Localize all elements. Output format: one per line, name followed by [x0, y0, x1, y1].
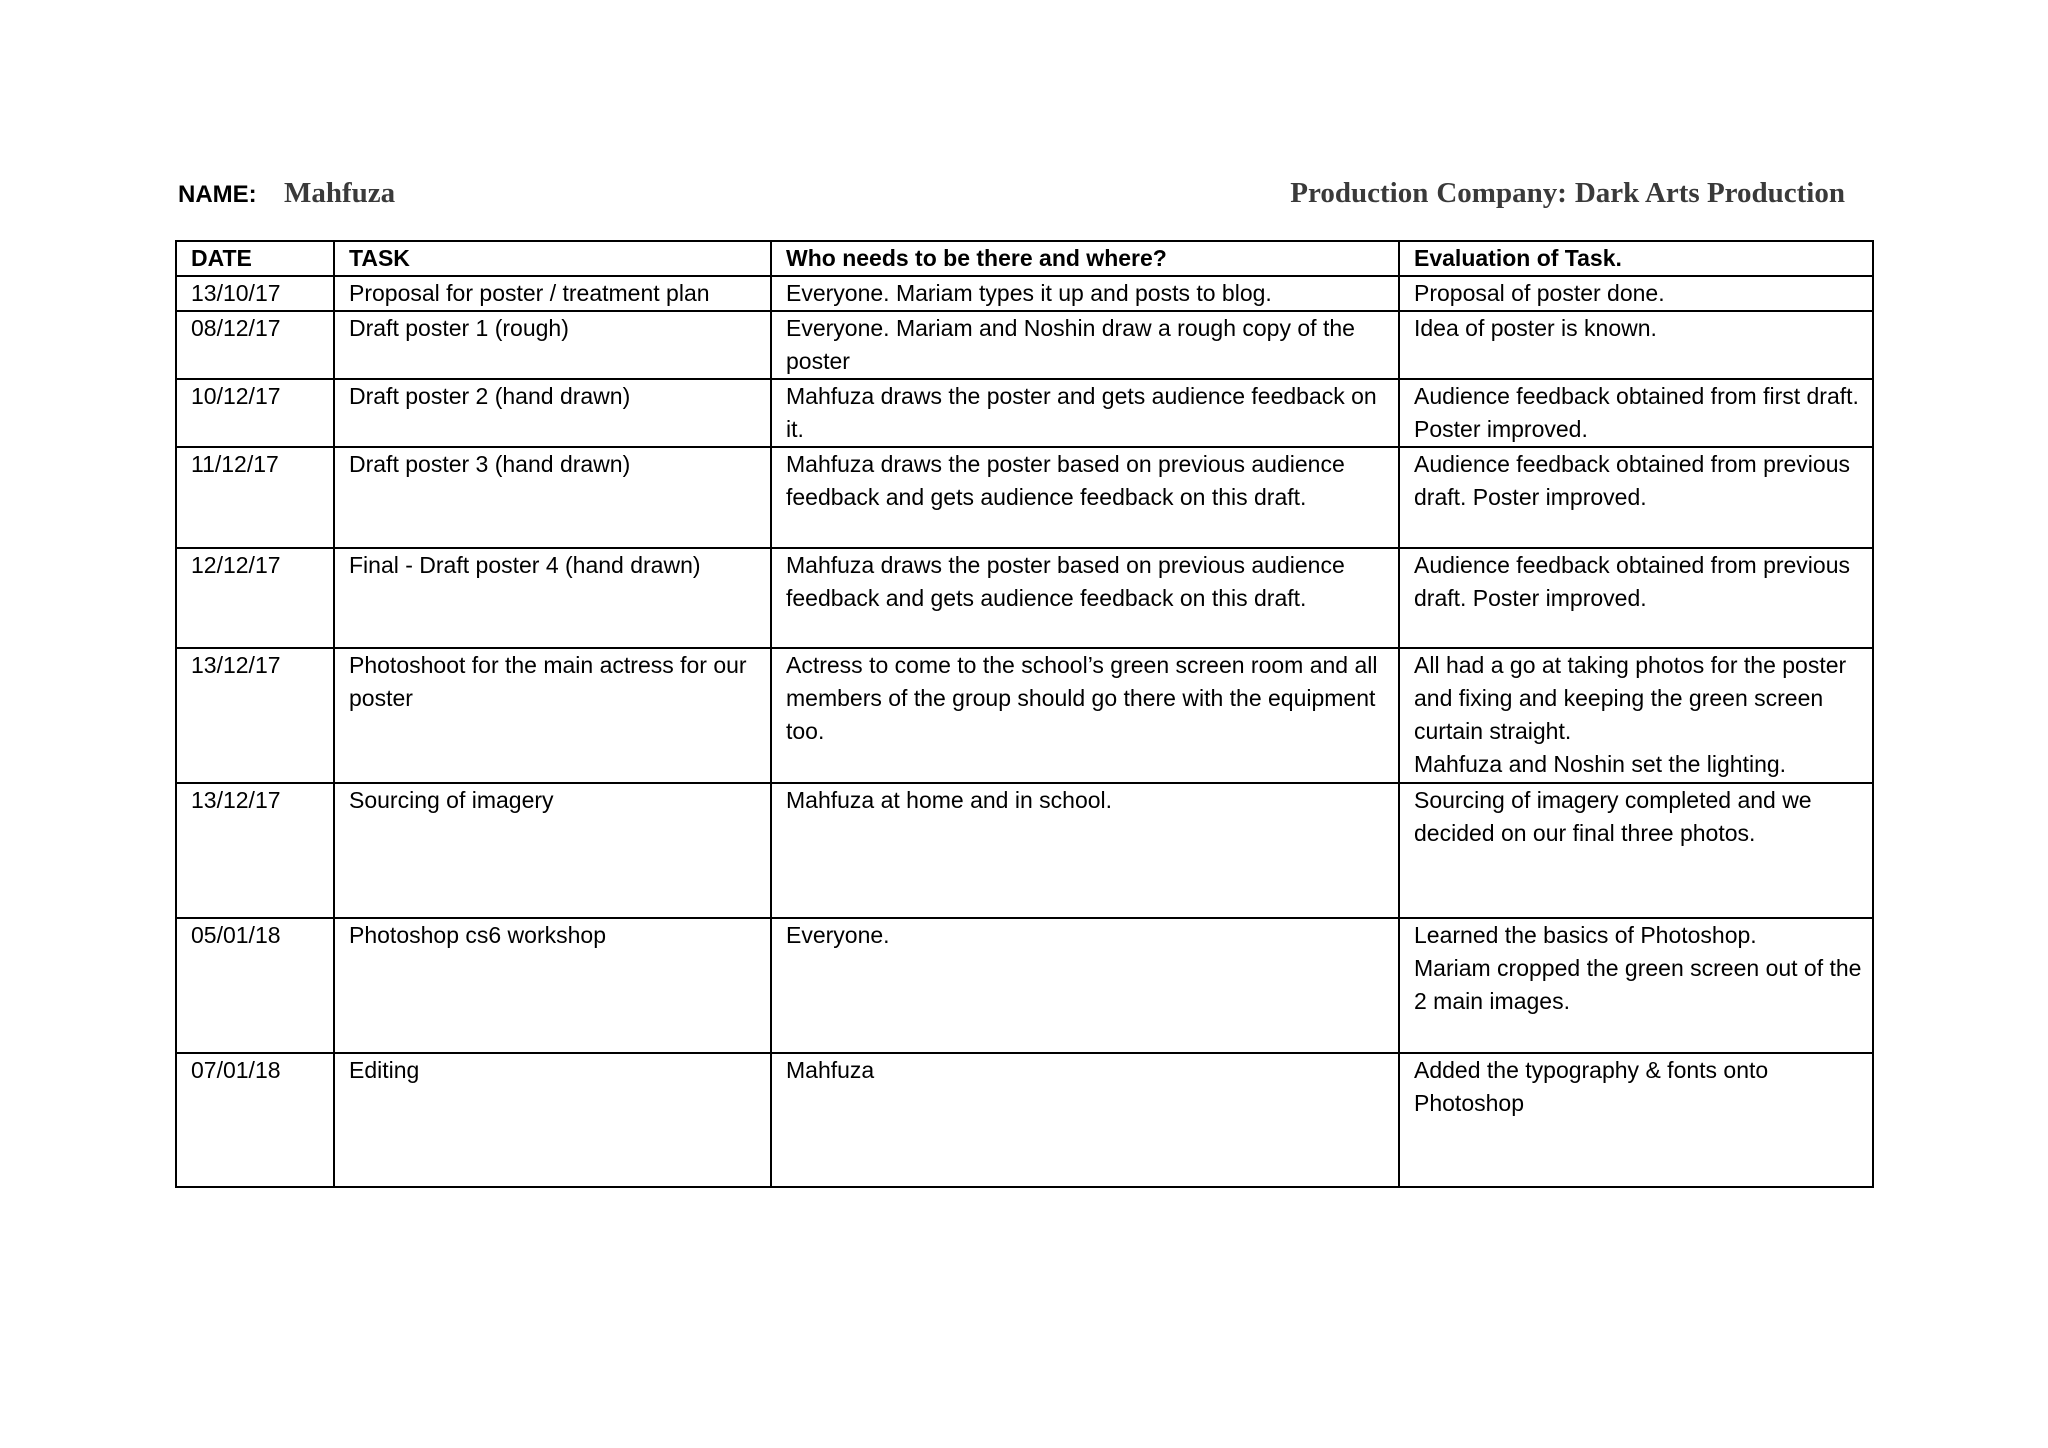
- column-header-evaluation: Evaluation of Task.: [1399, 241, 1873, 276]
- who-cell: Mahfuza draws the poster based on previous audience feedback and gets audience feedback on this draft.: [771, 447, 1399, 548]
- evaluation-cell: [1399, 783, 1873, 918]
- task-cell: Draft poster 2 (hand drawn): [334, 379, 771, 447]
- table-row: [176, 918, 1873, 1053]
- who-cell: Everyone.: [771, 918, 1399, 1053]
- evaluation-line: Added the typography & fonts onto Photoshop: [1414, 1057, 1769, 1116]
- evaluation-cell: [1399, 379, 1873, 447]
- who-cell: Mahfuza draws the poster and gets audience feedback on it.: [771, 379, 1399, 447]
- name-label: NAME:: [178, 181, 257, 208]
- task-cell: Draft poster 1 (rough): [334, 311, 771, 379]
- column-header-task: TASK: [334, 241, 771, 276]
- company-label-company: Company:: [1436, 177, 1567, 209]
- date-cell: 07/01/18: [176, 1053, 334, 1187]
- evaluation-cell: [1399, 918, 1873, 1053]
- evaluation-line: Mahfuza and Noshin set the lighting.: [1414, 751, 1787, 777]
- task-cell: Proposal for poster / treatment plan: [334, 276, 771, 311]
- task-cell: Editing: [334, 1053, 771, 1187]
- who-cell: Mahfuza: [771, 1053, 1399, 1187]
- evaluation-cell: [1399, 548, 1873, 648]
- task-cell: Photoshop cs6 workshop: [334, 918, 771, 1053]
- table-row: [176, 276, 1873, 311]
- evaluation-cell: [1399, 311, 1873, 379]
- date-cell: 12/12/17: [176, 548, 334, 648]
- date-cell: 13/12/17: [176, 648, 334, 783]
- evaluation-line: Proposal of poster done.: [1414, 280, 1665, 306]
- production-company: [1290, 176, 1845, 210]
- date-cell: 08/12/17: [176, 311, 334, 379]
- date-cell: 13/12/17: [176, 783, 334, 918]
- evaluation-line: Audience feedback obtained from previous draft. Poster improved.: [1414, 552, 1851, 611]
- date-cell: 11/12/17: [176, 447, 334, 548]
- column-header-date: DATE: [176, 241, 334, 276]
- company-label-production: Production: [1290, 177, 1429, 209]
- company-value: Dark Arts Production: [1574, 177, 1845, 209]
- who-cell: Actress to come to the school’s green screen room and all members of the group should go there with the equipment too.: [771, 648, 1399, 783]
- evaluation-line: Audience feedback obtained from previous draft. Poster improved.: [1414, 451, 1851, 510]
- column-header-who: Who needs to be there and where?: [771, 241, 1399, 276]
- table-row: [176, 1053, 1873, 1187]
- task-cell: Sourcing of imagery: [334, 783, 771, 918]
- date-cell: 13/10/17: [176, 276, 334, 311]
- who-cell: Mahfuza draws the poster based on previous audience feedback and gets audience feedback on this draft.: [771, 548, 1399, 648]
- date-cell: 10/12/17: [176, 379, 334, 447]
- table-row: [176, 379, 1873, 447]
- evaluation-line: Mariam cropped the green screen out of the 2 main images.: [1414, 955, 1862, 1014]
- evaluation-line: Idea of poster is known.: [1414, 315, 1657, 341]
- evaluation-line: Learned the basics of Photoshop.: [1414, 922, 1757, 948]
- evaluation-line: All had a go at taking photos for the poster and fixing and keeping the green screen curtain straight.: [1414, 652, 1847, 744]
- date-cell: 05/01/18: [176, 918, 334, 1053]
- evaluation-cell: [1399, 447, 1873, 548]
- evaluation-cell: [1399, 1053, 1873, 1187]
- table-row: [176, 311, 1873, 379]
- task-cell: Photoshoot for the main actress for our poster: [334, 648, 771, 783]
- name-value: Mahfuza: [284, 177, 396, 209]
- who-cell: Everyone. Mariam and Noshin draw a rough copy of the poster: [771, 311, 1399, 379]
- evaluation-line: Sourcing of imagery completed and we decided on our final three photos.: [1414, 787, 1812, 846]
- evaluation-line: Audience feedback obtained from first draft. Poster improved.: [1414, 383, 1859, 442]
- evaluation-cell: [1399, 648, 1873, 783]
- table-row: [176, 783, 1873, 918]
- task-cell: Final - Draft poster 4 (hand drawn): [334, 548, 771, 648]
- evaluation-cell: [1399, 276, 1873, 311]
- who-cell: Mahfuza at home and in school.: [771, 783, 1399, 918]
- table-row: [176, 648, 1873, 783]
- table-row: [176, 447, 1873, 548]
- table-row: [176, 548, 1873, 648]
- table-header-row: [176, 241, 1873, 276]
- who-cell: Everyone. Mariam types it up and posts to blog.: [771, 276, 1399, 311]
- task-cell: Draft poster 3 (hand drawn): [334, 447, 771, 548]
- production-schedule-table: [175, 240, 1874, 1188]
